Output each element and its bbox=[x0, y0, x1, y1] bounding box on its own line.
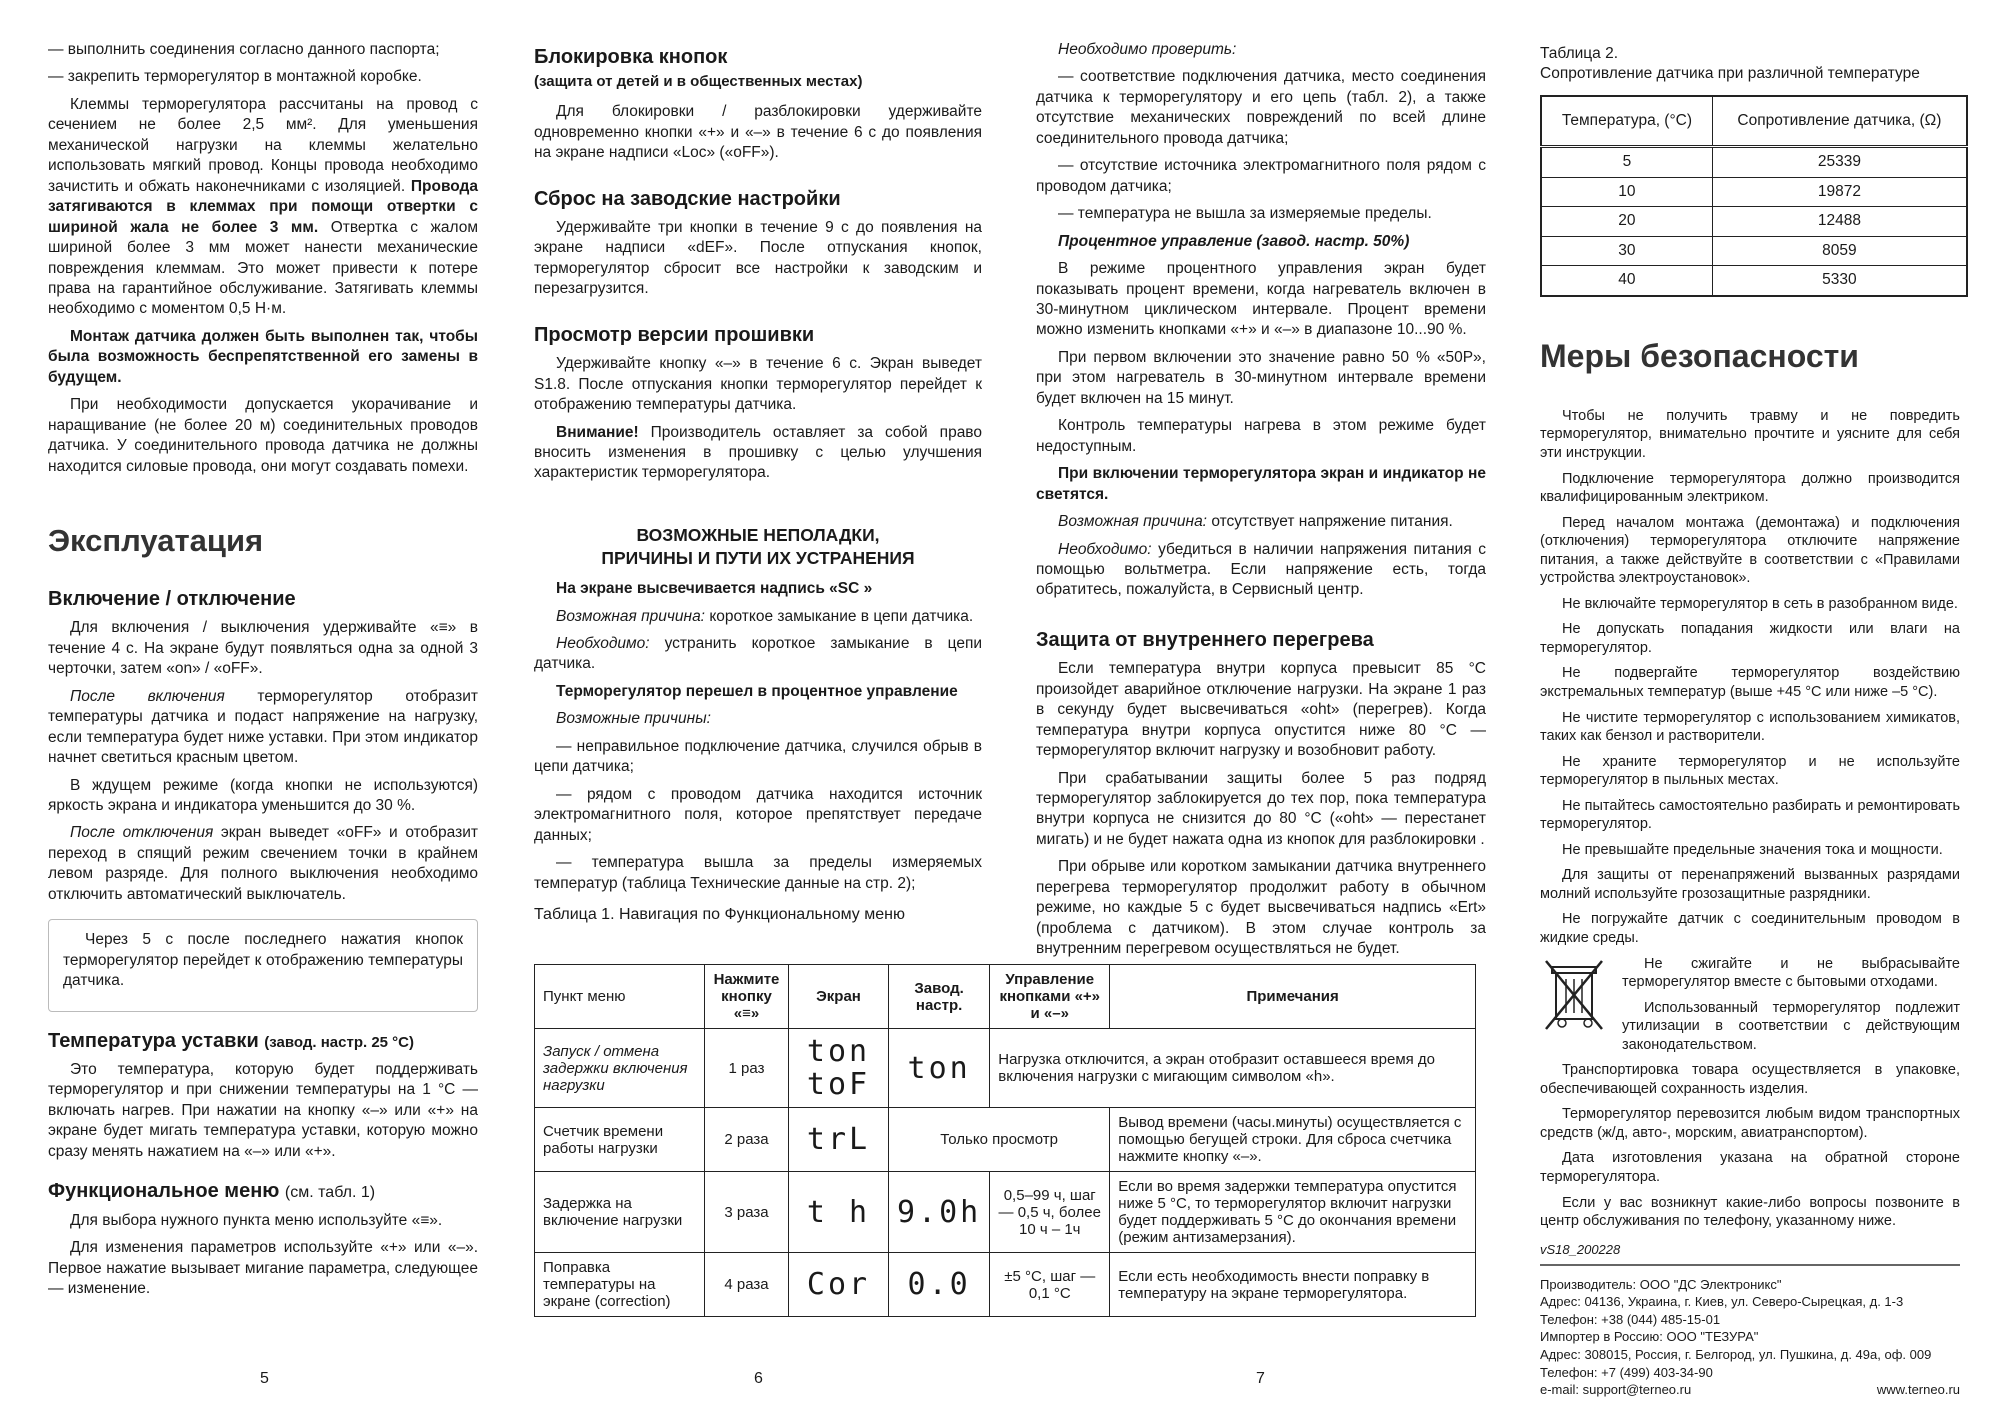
fault-sc-cause: Возможная причина: короткое замыкание в цепи датчика. bbox=[556, 607, 974, 625]
fault-percent-cause-1: — неправильное подключение датчика, случился обрыв в цепи датчика; bbox=[534, 737, 982, 776]
percent-mode-paragraph-3: Контроль температуры нагрева в этом режиме будет недоступным. bbox=[1036, 417, 1486, 455]
firmware-attention: Внимание! Производитель оставляет за собой право вносить изменения в прошивку с целью улучшения характеристик терморегулятора. bbox=[534, 423, 982, 482]
safety-rule: Не сжигайте и не выбрасывайте терморегулятор вместе с бытовыми отходами. bbox=[1622, 955, 1960, 991]
table-row bbox=[535, 1172, 1476, 1253]
col-header: Управление кнопками «+» и «–» bbox=[990, 965, 1110, 1029]
percent-mode-heading: Процентное управление (завод. настр. 50%) bbox=[1058, 232, 1410, 250]
safety-rule: Подключение терморегулятора должно производится квалифицированным электриком. bbox=[1540, 470, 1960, 506]
page-number: 5 bbox=[260, 1370, 269, 1387]
fault-percent-causes-label: Возможные причины: bbox=[556, 710, 711, 728]
table2-caption-sub: Сопротивление датчика при различной температуре bbox=[1540, 65, 1920, 83]
safety-rules bbox=[1540, 407, 1960, 1231]
control-range: ±5 °С, шаг — 0,1 °С bbox=[990, 1253, 1110, 1317]
page-number: 6 bbox=[754, 1370, 763, 1387]
screen-display: Cor bbox=[789, 1253, 889, 1317]
install-step-mount: — закрепить терморегулятор в монтажной коробке. bbox=[48, 68, 422, 86]
overheat-paragraph-1: Если температура внутри корпуса превысит 85 °С произойдет аварийное отключение нагрузки. На экране 1 раз в секунду будет высвечиваться «oht» (перегрев). Когда температура внутри корпуса опустится ниже 80 °С — терморегулятор включит нагрузку и возобновит работу. bbox=[1036, 660, 1486, 760]
heading-setpoint: Температура уставки (завод. настр. 25 °С) bbox=[48, 1029, 415, 1052]
terminals-paragraph: Клеммы терморегулятора рассчитаны на провод с сечением не более 2,5 мм². Для уменьшения механической нагрузки на клеммы желательно использовать мягкий провод. Концы провода необходимо зачистить и обжать наконечниками с изоляцией. Провода затягиваются в клеммах при помощи отвертки с шириной жала не более 3 мм. Отвертка с жалом шириной более 3 мм может нанести механические повреждения клеммам. Это может привести к потере права на гарантийное обслуживание. Затягивать клеммы необходимо с моментом 0,5 Н·м. bbox=[48, 95, 478, 318]
on-off-paragraph: Для включения / выключения удерживайте «≡» в течение 4 с. На экране будут появляться одна за одной 3 черточки, затем «on» / «oFF». bbox=[48, 619, 478, 678]
col-header: Экран bbox=[789, 965, 889, 1029]
table-row bbox=[1541, 177, 1967, 206]
press-count: 1 раз bbox=[705, 1029, 789, 1108]
col-header: Нажмите кнопку «≡» bbox=[705, 965, 789, 1029]
menu-item: Задержка на включение нагрузки bbox=[535, 1172, 705, 1253]
menu-item: Запуск / отмена задержки включения нагрузки bbox=[535, 1029, 705, 1108]
page-number: 7 bbox=[1256, 1370, 1265, 1387]
safety-rule: Не превышайте предельные значения тока и мощности. bbox=[1562, 841, 1943, 858]
setpoint-paragraph: Это температура, которую будет поддерживать терморегулятор и при снижении температуры на 1 °С — включать нагрев. При нажатии на кнопку «–» или «+» на экране будет мигать температура уставки, которую можно сразу менять нажатием на «–» или «+». bbox=[48, 1061, 478, 1160]
manufacturer-line: Производитель: ООО "ДС Электроникс" bbox=[1540, 1276, 1782, 1292]
control-range: 0,5–99 ч, шаг — 0,5 ч, более 10 ч – 1ч bbox=[990, 1172, 1110, 1253]
manufacturer-address: Адрес: 04136, Украина, г. Киев, ул. Северо-Сырецкая, д. 1-3 bbox=[1540, 1294, 1904, 1310]
version-label: vS18_200228 bbox=[1540, 1241, 1621, 1257]
heading-safety: Меры безопасности bbox=[1540, 337, 1859, 374]
press-count: 3 раза bbox=[705, 1172, 789, 1253]
importer-address: Адрес: 308015, Россия, г. Белгород, ул. Пушкина, д. 49а, оф. 009 bbox=[1540, 1346, 1932, 1362]
fault-dark-title: При включении терморегулятора экран и индикатор не светятся. bbox=[1036, 465, 1486, 503]
manufacturer-phone: Телефон: +38 (044) 485-15-01 bbox=[1540, 1311, 1721, 1327]
safety-rule: Не подвергайте терморегулятор воздействию экстремальных температур (выше +45 °С или ниже –5 °С). bbox=[1540, 665, 1960, 700]
safety-rule: Использованный терморегулятор подлежит утилизации в соответствии с действующим законодательством. bbox=[1622, 999, 1960, 1053]
row-note: Нагрузка отключится, а экран отобразит оставшееся время до включения нагрузки с мигающим символом «h». bbox=[990, 1029, 1476, 1108]
heading-exploitation: Эксплуатация bbox=[48, 523, 264, 559]
fault-dark-cause: Возможная причина: отсутствует напряжение питания. bbox=[1058, 513, 1453, 531]
column-page-6 bbox=[534, 40, 982, 931]
table-row bbox=[535, 1253, 1476, 1317]
table-row bbox=[535, 1029, 1476, 1108]
temp-cell: 5 bbox=[1541, 147, 1712, 177]
check-label: Необходимо проверить: bbox=[1058, 41, 1237, 58]
safety-rule: Не допускать попадания жидкости или влаги на терморегулятор. bbox=[1540, 621, 1960, 656]
function-menu-table bbox=[534, 964, 1476, 1317]
button-lock-subtitle: (защита от детей и в общественных местах) bbox=[534, 73, 863, 91]
temp-cell: 40 bbox=[1541, 266, 1712, 296]
after-on-paragraph: После включения терморегулятор отобразит температуры датчика и подаст напряжение на нагрузку, если температура будет ниже уставки. При этом индикатор начнет светиться красным цветом. bbox=[48, 687, 478, 767]
table1-caption: Таблица 1. Навигация по Функциональному меню bbox=[534, 906, 905, 923]
heading-faults: ВОЗМОЖНЫЕ НЕПОЛАДКИ, ПРИЧИНЫ И ПУТИ ИХ УСТРАНЕНИЯ bbox=[601, 524, 915, 569]
safety-rule: Чтобы не получить травму и не повредить терморегулятор, внимательно прочтите и уясните для себя эти инструкции. bbox=[1540, 407, 1960, 461]
temp-cell: 10 bbox=[1541, 177, 1712, 206]
table-row bbox=[1541, 207, 1967, 236]
email-link[interactable]: e-mail: support@terneo.ru bbox=[1540, 1382, 1692, 1398]
button-lock-paragraph: Для блокировки / разблокировки удерживайте одновременно кнопки «+» и «–» в течение 6 с до появления на экране надписи «Loc» («oFF»). bbox=[534, 103, 982, 162]
safety-rule: Транспортировка товара осуществляется в упаковке, обеспечивающей сохранность изделия. bbox=[1540, 1062, 1960, 1097]
crossed-bin-icon bbox=[1540, 955, 1610, 1035]
heading-overheat: Защита от внутреннего перегрева bbox=[1036, 628, 1374, 651]
after-off-paragraph: После отключения экран выведет «oFF» и отобразит переход в спящий режим свечением точки в крайнем левом разряде. Для полного выключения необходимо отключить автоматический выключатель. bbox=[48, 824, 478, 903]
percent-mode-paragraph-1: В режиме процентного управления экран будет показывать процент времени, когда нагреватель включен в 30-минутном циклическом интервале. Процент времени можно изменить кнопками «+» и «–» в диапазоне 10...90 %. bbox=[1036, 260, 1486, 339]
fault-percent-cause-2: — рядом с проводом датчика находится источник электромагнитного поля, которое препятствует передаче данных; bbox=[534, 785, 982, 844]
website-link[interactable]: www.terneo.ru bbox=[1876, 1382, 1960, 1398]
factory-reset-paragraph: Удерживайте три кнопки в течение 9 с до появления на экране надписи «dEF». После отпускания кнопок, терморегулятор сбросит все настройки к заводским и перезагрузится. bbox=[534, 218, 982, 298]
check-item-1: — соответствие подключения датчика, место соединения датчика к терморегулятору и его цепь (табл. 2), а также отсутствие механических повреждений по всей длине соединительного провода датчика; bbox=[1036, 68, 1486, 147]
importer-line: Импортер в Россию: ООО "ТЕЗУРА" bbox=[1540, 1329, 1759, 1345]
menu-select-paragraph: Для выбора нужного пункта меню используйте «≡». bbox=[70, 1211, 443, 1229]
menu-item: Счетчик времени работы нагрузки bbox=[535, 1108, 705, 1172]
col-header: Завод. настр. bbox=[889, 965, 990, 1029]
heading-firmware: Просмотр версии прошивки bbox=[534, 323, 815, 346]
heading-factory-reset: Сброс на заводские настройки bbox=[534, 187, 841, 210]
col-header: Пункт меню bbox=[535, 965, 705, 1029]
fault-dark-need: Необходимо: убедиться в наличии напряжения питания с помощью вольтметра. Если напряжение есть, тогда обратитесь, пожалуйста, в Сервисный центр. bbox=[1036, 540, 1486, 599]
factory-setting: ton bbox=[889, 1029, 990, 1108]
col-header: Температура, (°С) bbox=[1541, 96, 1712, 147]
check-item-2: — отсутствие источника электромагнитного поля рядом с проводом датчика; bbox=[1036, 157, 1486, 195]
table-row bbox=[1541, 266, 1967, 296]
row-note: Если во время задержки температура опустится ниже 5 °С, то терморегулятор включит нагрузки будет поддерживать 5 °С до окончания времени (режим антизамерзания). bbox=[1110, 1172, 1476, 1253]
contact-row bbox=[1540, 1381, 1960, 1399]
screen-display: ton toF bbox=[789, 1029, 889, 1108]
factory-setting: 0.0 bbox=[889, 1253, 990, 1317]
screen-display: trL bbox=[789, 1108, 889, 1172]
install-step-connect: — выполнить соединения согласно данного паспорта; bbox=[48, 41, 440, 58]
safety-rule: Не чистите терморегулятор с использованием химикатов, таких как бензол и растворители. bbox=[1540, 709, 1960, 745]
resistance-cell: 19872 bbox=[1712, 177, 1967, 206]
safety-rule: Терморегулятор перевозится любым видом транспортных средств (ж/д, авто-, морским, авиатранспортом). bbox=[1540, 1106, 1960, 1141]
firmware-paragraph: Удерживайте кнопку «–» в течение 6 с. Экран выведет S1.8. После отпускания кнопки терморегулятор перейдет к отображению температуры датчика. bbox=[534, 355, 982, 414]
safety-rule: Не храните терморегулятор и не используйте терморегулятор в пыльных местах. bbox=[1540, 753, 1960, 789]
screen-display: t h bbox=[789, 1172, 889, 1253]
fault-percent-cause-3: — температура вышла за пределы измеряемых температур (таблица Технические данные на стр. 2); bbox=[534, 854, 982, 892]
col-header: Примечания bbox=[1110, 965, 1476, 1029]
press-count: 2 раза bbox=[705, 1108, 789, 1172]
resistance-cell: 5330 bbox=[1712, 266, 1967, 296]
percent-mode-paragraph-2: При первом включении это значение равно 50 % «50P», при этом нагреватель в 30-минутном интервале времени будет включен на 15 минут. bbox=[1036, 348, 1486, 407]
resistance-cell: 12488 bbox=[1712, 207, 1967, 236]
column-back bbox=[1540, 44, 1960, 1399]
col-header: Сопротивление датчика, (Ω) bbox=[1712, 96, 1967, 147]
row-note: Вывод времени (часы.минуты) осуществляется с помощью бегущей строки. Для сброса счетчика нажмите кнопку «–». bbox=[1110, 1108, 1476, 1172]
safety-rule: Не пытайтесь самостоятельно разбирать и ремонтировать терморегулятор. bbox=[1540, 797, 1960, 833]
factory-setting: 9.0h bbox=[889, 1172, 990, 1253]
safety-rule: Не включайте терморегулятор в сеть в разобранном виде. bbox=[1562, 595, 1958, 612]
table-row bbox=[1541, 147, 1967, 177]
sensor-mount-warning: Монтаж датчика должен быть выполнен так, чтобы была возможность беспрепятственной его замены в будущем. bbox=[48, 327, 478, 386]
menu-change-paragraph: Для изменения параметров используйте «+» или «–». Первое нажатие вызывает мигание параметра, следующее — изменение. bbox=[48, 1239, 478, 1298]
safety-rule: Дата изготовления указана на обратной стороне терморегулятора. bbox=[1540, 1150, 1960, 1185]
heading-on-off: Включение / отключение bbox=[48, 587, 296, 610]
importer-phone: Телефон: +7 (499) 403-34-90 bbox=[1540, 1364, 1713, 1380]
resistance-cell: 25339 bbox=[1712, 147, 1967, 177]
manufacturer-info bbox=[1540, 1276, 1960, 1399]
table-header-row bbox=[1541, 96, 1967, 147]
sensor-resistance-table bbox=[1540, 95, 1968, 297]
heading-function-menu: Функциональное меню (см. табл. 1) bbox=[48, 1180, 376, 1203]
resistance-cell: 8059 bbox=[1712, 236, 1967, 265]
menu-item: Поправка температуры на экране (correction) bbox=[535, 1253, 705, 1317]
table-row bbox=[535, 1108, 1476, 1172]
fault-sc-title: На экране высвечивается надпись «SC » bbox=[556, 580, 873, 598]
temp-cell: 30 bbox=[1541, 236, 1712, 265]
table-header-row bbox=[535, 965, 1476, 1029]
column-page-7 bbox=[1036, 40, 1486, 967]
temp-cell: 20 bbox=[1541, 207, 1712, 236]
overheat-paragraph-2: При срабатывании защиты более 5 раз подряд терморегулятор заблокируется до тех пор, пока температура внутри корпуса не снизится до 80 °С («oht» — перестанет мигать) и не будет нажата одна из кнопок для разблокировки . bbox=[1036, 769, 1486, 848]
press-count: 4 раза bbox=[705, 1253, 789, 1317]
table2-caption: Таблица 2. bbox=[1540, 45, 1619, 62]
column-page-5 bbox=[48, 40, 478, 1306]
overheat-paragraph-3: При обрыве или коротком замыкании датчика внутреннего перегрева терморегулятор продолжит работу в обычном режиме, но каждые 5 с будет высвечиваться надпись «Ert» (проблема с датчиком). В этом случае контроль за внутренним перегревом осуществляться не будет. bbox=[1036, 858, 1486, 958]
heading-button-lock: Блокировка кнопок bbox=[534, 46, 728, 68]
factory-setting: Только просмотр bbox=[889, 1108, 1110, 1172]
safety-rule: Не погружайте датчик с соединительным проводом в жидкие среды. bbox=[1540, 911, 1960, 946]
sensor-wire-paragraph: При необходимости допускается укорачивание и наращивание (не более 20 м) соединительных проводов датчика. У соединительного провода датчика не должны находится силовые провода, они могут создавать помехи. bbox=[48, 396, 478, 475]
standby-paragraph: В ждущем режиме (когда кнопки не используются) яркость экрана и индикатора уменьшится до 30 %. bbox=[48, 776, 478, 814]
safety-rule: Если у вас возникнут какие-либо вопросы позвоните в центр обслуживания по телефону, указанному ниже. bbox=[1540, 1194, 1960, 1230]
row-note: Если есть необходимость внести поправку в температуру на экране терморегулятора. bbox=[1110, 1253, 1476, 1317]
fault-percent-title: Терморегулятор перешел в процентное управление bbox=[556, 682, 958, 700]
check-item-3: — температура не вышла за измеряемые пределы. bbox=[1058, 205, 1432, 223]
table-row bbox=[1541, 236, 1967, 265]
divider bbox=[1540, 1264, 1960, 1266]
disposal-block bbox=[1540, 955, 1960, 1055]
note-box: Через 5 с после последнего нажатия кнопок терморегулятор перейдет к отображению температуры датчика. bbox=[48, 919, 478, 1011]
safety-rule: Для защиты от перенапряжений вызванных разрядами молний используйте грозозащитные разрядники. bbox=[1540, 867, 1960, 902]
fault-sc-need: Необходимо: устранить короткое замыкание в цепи датчика. bbox=[534, 635, 982, 673]
safety-rule: Перед началом монтажа (демонтажа) и подключения (отключения) терморегулятора отключите напряжение питания, а также действуйте в соответствии с «Правилами устройства электроустановок». bbox=[1540, 514, 1960, 587]
